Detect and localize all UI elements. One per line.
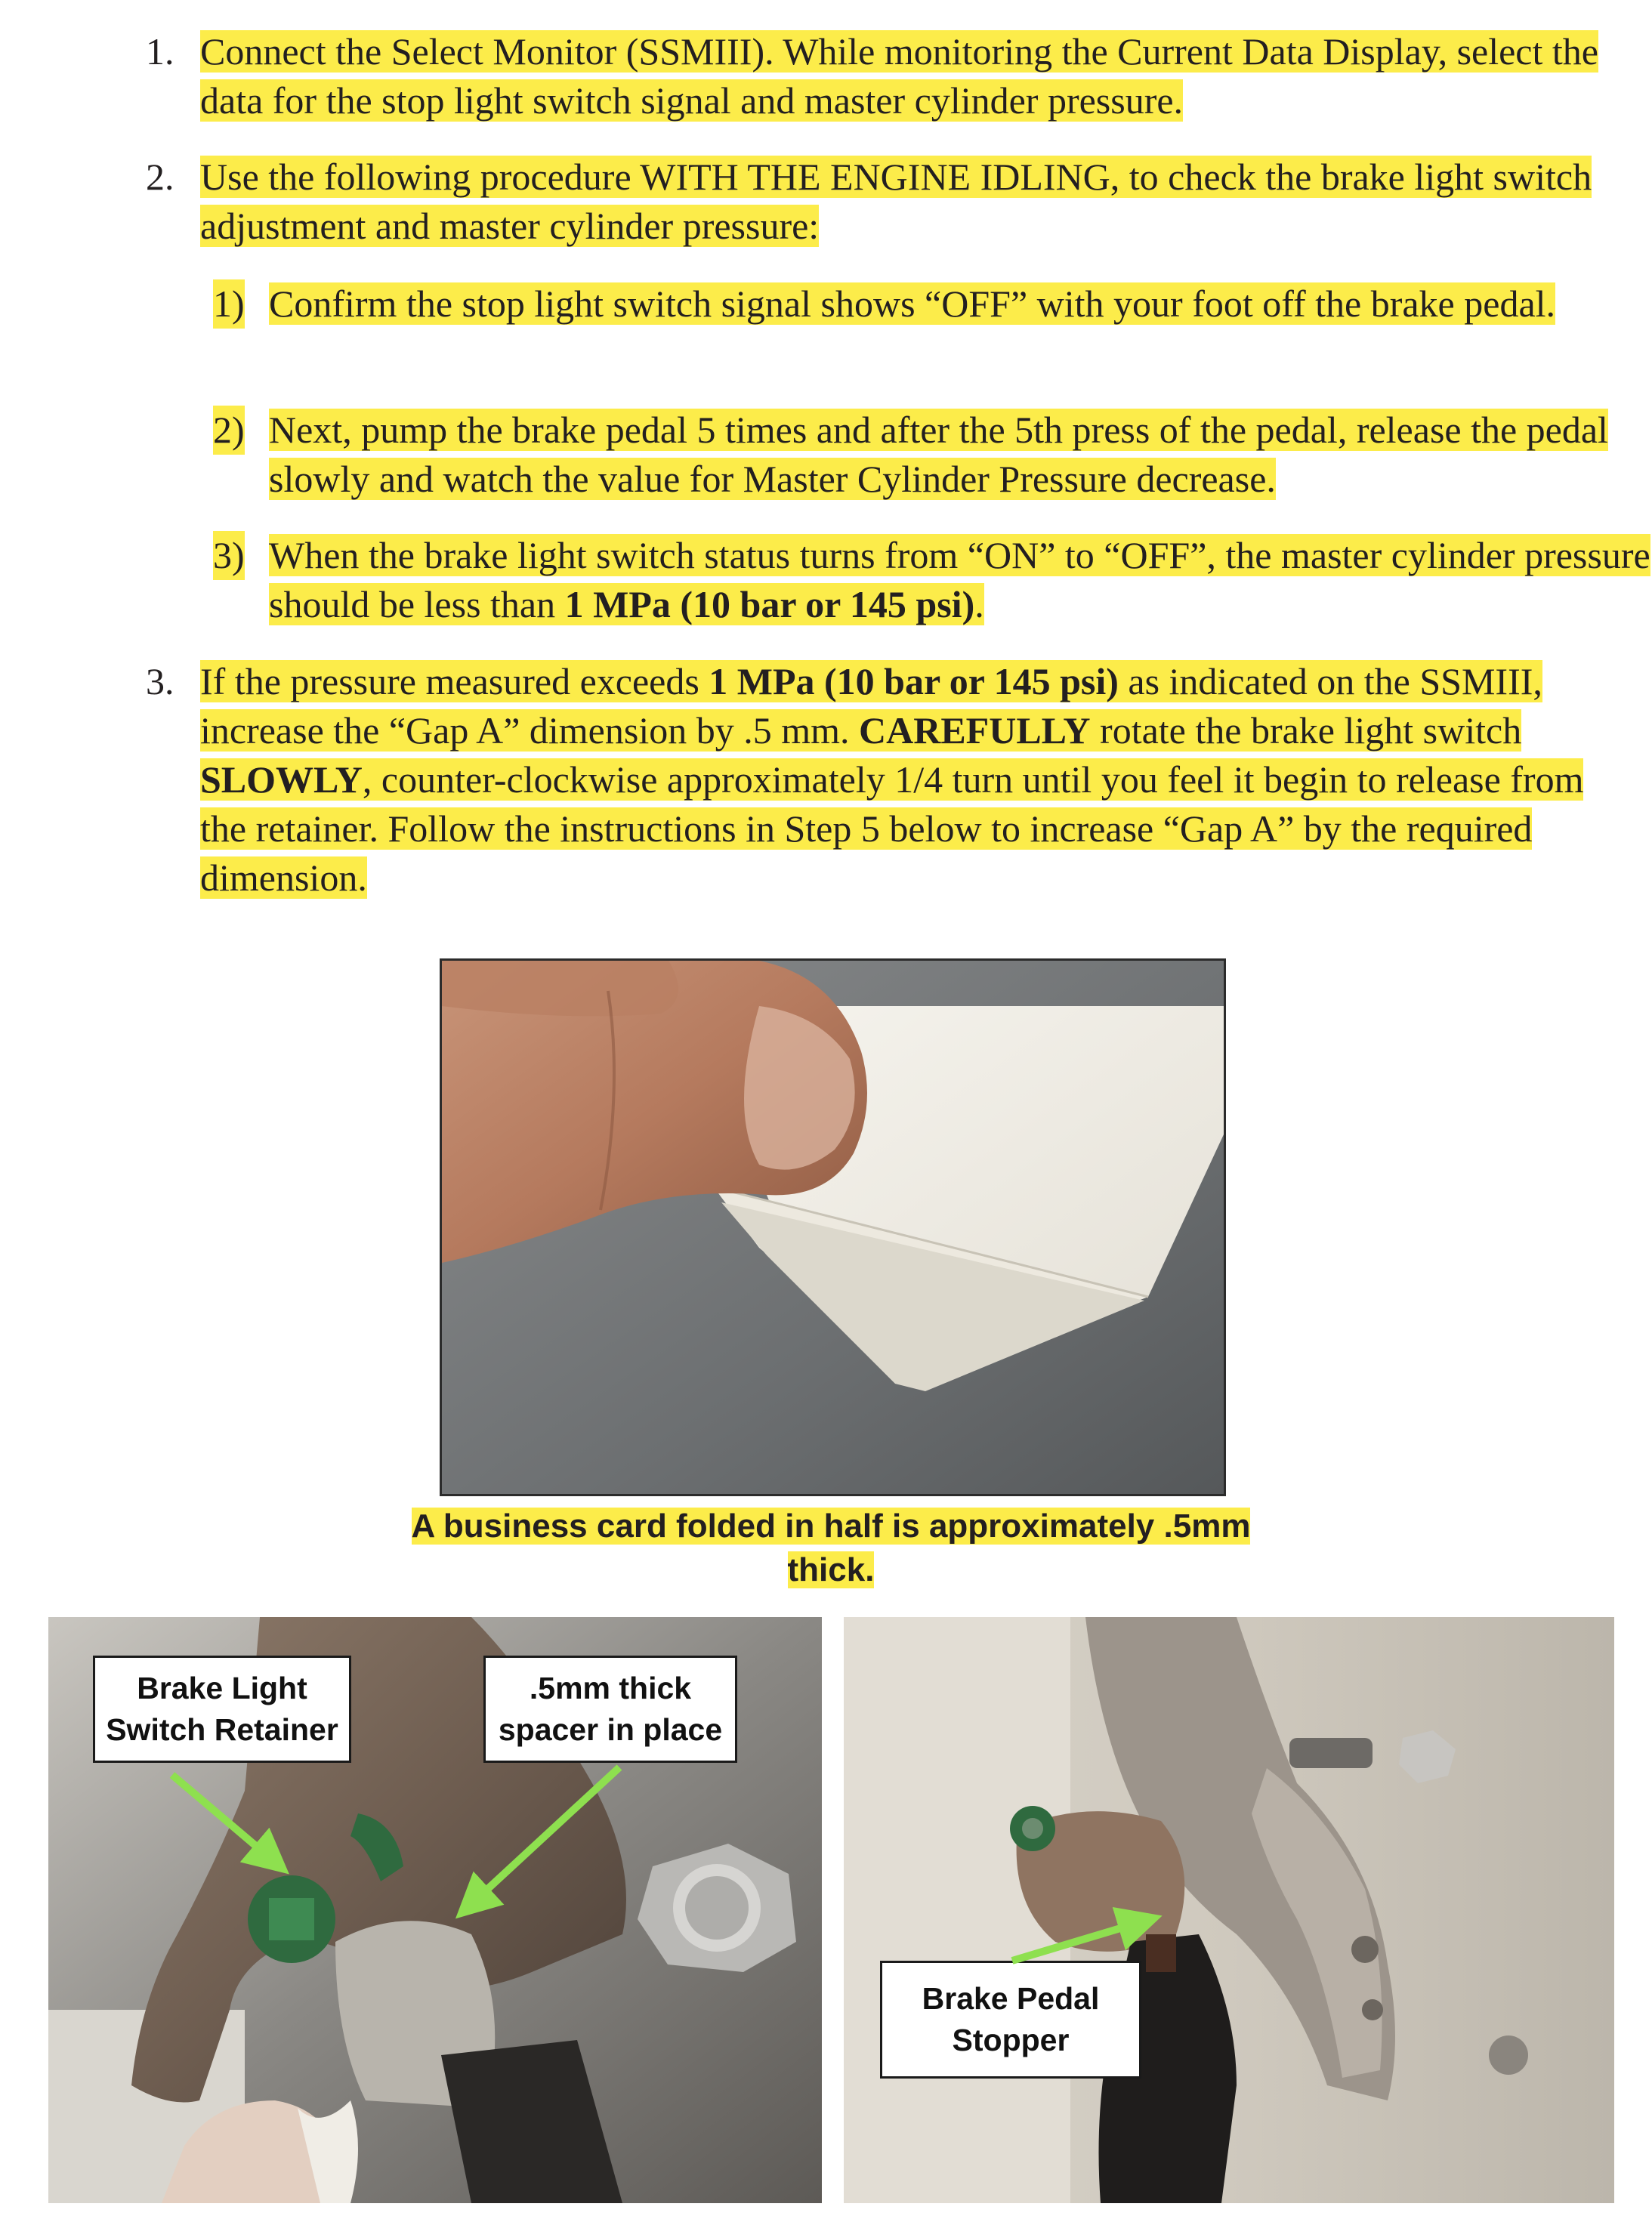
step-3-carefully: CAREFULLY	[859, 709, 1091, 752]
stopper-callout-text: Brake Pedal Stopper	[922, 1981, 1100, 2057]
substep-3-pressure-limit: 1 MPa (10 bar or 145 psi)	[564, 583, 975, 625]
spacer-callout-text: .5mm thick spacer in place	[498, 1671, 723, 1747]
step-3-number: 3.	[146, 660, 174, 702]
step-3-text-1: If the pressure measured exceeds	[200, 660, 709, 702]
business-card-photo	[440, 958, 1226, 1496]
retainer-callout-text: Brake Light Switch Retainer	[106, 1671, 338, 1747]
substep-3-period: .	[974, 583, 984, 625]
stopper-callout	[880, 1961, 1141, 2079]
step-2-text: Use the following procedure WITH THE ENGINE IDLING, to check the brake light switch adjustment and master cylinder pressure:	[200, 156, 1592, 247]
substep-1-text: Confirm the stop light switch signal shows “OFF” with your foot off the brake pedal.	[269, 282, 1556, 325]
substep-2-text: Next, pump the brake pedal 5 times and after the 5th press of the pedal, release the pedal slowly and watch the value for Master Cylinder Pressure decrease.	[269, 409, 1608, 500]
substep-1-number: 1)	[213, 279, 245, 329]
substep-2-number: 2)	[213, 406, 245, 455]
step-3-text-4: , counter-clockwise approximately 1/4 turn until you feel it begin to release from the retainer. Follow the instructions in Step 5 below to increase “Gap A” by the required dimension.	[200, 758, 1584, 899]
stopper-photo	[844, 1617, 1614, 2203]
step-1-text: Connect the Select Monitor (SSMIII). While monitoring the Current Data Display, select the data for the stop light switch signal and master cylinder pressure.	[200, 30, 1598, 122]
substep-3-text: When the brake light switch status turns from “ON” to “OFF”, the master cylinder pressure should be less than	[269, 534, 1650, 625]
step-3-pressure-limit: 1 MPa (10 bar or 145 psi)	[709, 660, 1119, 702]
step-3-slowly: SLOWLY	[200, 758, 363, 801]
step-2-number: 2.	[146, 156, 174, 198]
business-card-caption	[370, 1505, 1292, 1592]
spacer-callout	[483, 1656, 737, 1763]
business-card-caption-text: A business card folded in half is approximately .5mm thick.	[411, 1508, 1251, 1588]
step-1-number: 1.	[146, 30, 174, 73]
substep-3-number: 3)	[213, 531, 245, 580]
step-3-text-2: as indicated on the SSMIII, increase the “Gap A” dimension by .5 mm.	[200, 660, 1542, 752]
step-3-text-3: rotate the brake light switch	[1090, 709, 1522, 752]
retainer-callout	[93, 1656, 351, 1763]
